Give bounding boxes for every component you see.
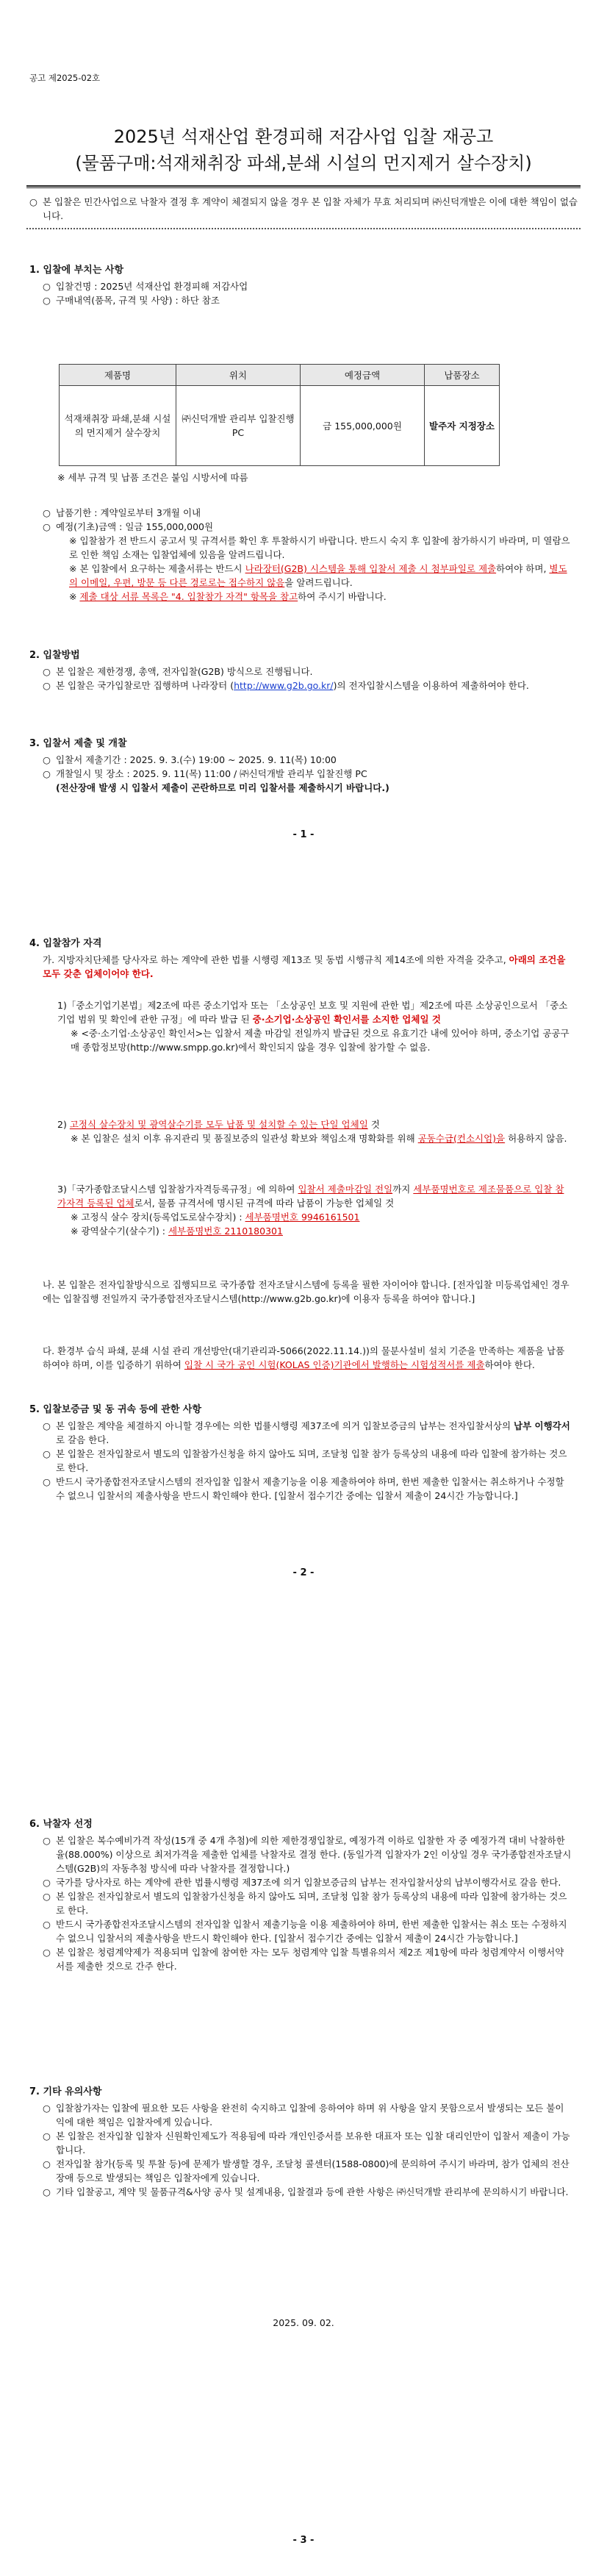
section-2-heading: 2. 입찰방법	[29, 650, 80, 661]
title-divider	[26, 185, 581, 187]
list-item: ○ 본 입찰은 복수예비가격 작성(15개 중 4개 추첨)에 의한 제한경쟁입찰로, 예정가격 이하로 입찰한 자 중 예정가격 대비 낙찰하한율(88.000%) 이상으로 최저가격을 제출한 업체를 낙찰자로 결정 한다. (동일가격 입찰자가 2인 이상일 경우 국가종합전자조달시스템(G2B)의 자동추첨 방식에 따라 낙찰자를 결정합니다.)	[43, 1835, 572, 1874]
section-1-items-2	[43, 506, 572, 604]
list-item: ○ 본 입찰은 국가입찰로만 집행하며 나라장터 (http://www.g2b.go.kr/)의 전자입찰시스템을 이용하여 제출하여야 한다.	[43, 680, 529, 691]
section-3-heading: 3. 입찰서 제출 및 개찰	[29, 738, 127, 749]
section-5-items	[43, 1419, 572, 1503]
list-item: ○ 본 입찰은 제한경쟁, 총액, 전자입찰(G2B) 방식으로 진행됩니다.	[43, 666, 313, 677]
section-6-items	[43, 1833, 572, 1973]
page-number: - 2 -	[292, 1567, 315, 1578]
condition-3: 3)「국가종합조달시스템 입찰참가자격등록규정」에 의하여 입찰서 제출마감일 전일까지 세부품명번호로 제조물품으로 입찰 참가자격 등록된 업체로서, 물품 규격서에 명시된 규격에 따라 납품이 가능한 업체일 것 ※ 고정식 살수 장치(등록업도로살수장치) : 세부품명번호 9946161501 ※ 광역살수기(살수기) : 세부품명번호 2110180301	[57, 1182, 572, 1238]
spec-note: ※ 세부 규격 및 납품 조건은 붙임 시방서에 따름	[57, 472, 248, 483]
list-item: ○ 전자입찰 참가(등록 및 투찰 등)에 문제가 발생할 경우, 조달청 콜센터(1588-0800)에 문의하여 주시기 바라며, 참가 업체의 전산장애 등으로 발생되는 책임은 입찰자에게 있습니다.	[43, 2158, 570, 2183]
section-1-heading: 1. 입찰에 부치는 사항	[29, 265, 124, 276]
list-item: ○ 입찰건명 : 2025년 석재산업 환경피해 저감사업	[43, 281, 248, 292]
page-number: - 3 -	[292, 2535, 315, 2546]
section-7-items	[43, 2101, 572, 2199]
condition-1: 1)「중소기업기본법」제2조에 따른 중소기업자 또는 「소상공인 보호 및 지원에 관한 법」제2조에 따른 소상공인으로서 「중소기업 범위 및 확인에 관한 규정」에 따라 발급 된 중·소기업·소상공인 확인서를 소지한 업체일 것 ※ <중·소기업·소상공인 확인서>는 입찰서 제출 마감일 전일까지 발급된 것으로 유효기간 내에 있어야 하며, 중소기업 공공구매 종합정보망(http://www.smpp.go.kr)에서 확인되지 않을 경우 입찰에 참가할 수 없음.	[57, 998, 572, 1054]
table-header: 제품명	[60, 365, 176, 386]
list-item: ○ 본 입찰은 전자입찰로서 별도의 입찰참가신청을 하지 않아도 되며, 조달청 입찰 참가 등록상의 내용에 따라 입찰에 참가하는 것으로 한다.	[43, 1891, 567, 1916]
list-item: ○ 본 입찰은 계약을 체결하지 아니할 경우에는 의한 법률시행령 제37조에 의거 입찰보증금의 납부는 전자입찰서상의 납부 이행각서로 갈음 한다.	[43, 1420, 570, 1445]
section-4-na: 나. 본 입찰은 전자입찰방식으로 집행되므로 국가종합 전자조달시스템에 등록을 필한 자이어야 합니다. [전자입찰 미등록업체인 경우에는 입찰집행 전일까지 국가종합전자조달시스템(http://www.g2b.go.kr)에 이용자 등록을 하여야 합니다.]	[43, 1279, 570, 1304]
page-number: - 1 -	[292, 829, 315, 840]
section-7-heading: 7. 기타 유의사항	[29, 2086, 102, 2097]
table-header-row	[60, 365, 500, 386]
section-4-da: 다. 환경부 습식 파쇄, 분쇄 시설 관리 개선방안(대기관리과-5066(2022.11.14.))의 물분사설비 설치 기준을 만족하는 제품을 납품하여야 하며, 이를 입증하기 위하여 입찰 시 국가 공인 시험(KOLAS 인증)기관에서 발행하는 시험성적서를 제출하여야 한다.	[43, 1345, 565, 1370]
section-4-ga: 가. 지방자치단체를 당사자로 하는 계약에 관한 법률 시행령 제13조 및 동법 시행규칙 제14조에 의한 자격을 갖추고, 아래의 조건을 모두 갖춘 업체이어야 한다.	[43, 954, 566, 979]
note-item: ※ 고정식 살수 장치(등록업도로살수장치) : 세부품명번호 9946161501	[71, 1212, 360, 1223]
list-item: ○ 입찰참가자는 입찰에 필요한 모든 사항을 완전히 숙지하고 입찰에 응하여야 하며 위 사항을 알지 못함으로서 발생되는 모든 불이익에 대한 책임은 입찰자에게 있습니다.	[43, 2103, 564, 2128]
list-item: ○ 반드시 국가종합전자조달시스템의 전자입찰 입찰서 제출기능을 이용 제출하여야 하며, 한번 제출한 입찰서는 취소하거나 수정할 수 없으니 입찰서의 제출사항을 반드시 확인해야 한다. [입찰서 접수기간 중에는 입찰서 제출이 24시간 가능합니다.]	[43, 1476, 564, 1501]
list-item: ○ 반드시 국가종합전자조달시스템의 전자입찰 입찰서 제출기능을 이용 제출하여야 하며, 한번 제출한 입찰서는 취소 또는 수정하지 수 없으니 입찰서의 제출사항을 반드시 확인해야 한다. [입찰서 접수기간 중에는 입찰서 제출이 24시간 가능합니다.]	[43, 1919, 567, 1944]
note-item: ※ 제출 대상 서류 목록은 "4. 입찰참가 자격" 항목을 참고하여 주시기 바랍니다.	[69, 591, 387, 602]
title-line-2: (물품구매:석재채취장 파쇄,분쇄 시설의 먼지제거 살수장치)	[75, 153, 532, 173]
dotted-divider	[26, 228, 581, 229]
section-1-items	[43, 279, 572, 307]
table-header: 납품장소	[425, 365, 500, 386]
list-item: ○ 입찰서 제출기간 : 2025. 9. 3.(수) 19:00 ~ 2025. 9. 11(목) 10:00	[43, 754, 337, 765]
title-line-1: 2025년 석재산업 환경피해 저감사업 입찰 재공고	[113, 126, 494, 147]
note-item: ※ 광역살수기(살수기) : 세부품명번호 2110180301	[71, 1226, 283, 1237]
section-5-heading: 5. 입찰보증금 및 동 귀속 등에 관한 사항	[29, 1404, 202, 1415]
notice-date: 2025. 09. 02.	[273, 2317, 334, 2328]
list-item: ○ 납품기한 : 계약일로부터 3개월 이내	[43, 507, 201, 518]
section-6-heading: 6. 낙찰자 선정	[29, 1819, 93, 1830]
list-item: ○ 본 입찰은 전자입찰로서 별도의 입찰참가신청을 하지 않아도 되며, 조달청 입찰 참가 등록상의 내용에 따라 입찰에 참가하는 것으로 한다.	[43, 1448, 567, 1473]
list-item: (전산장애 발생 시 입찰서 제출이 곤란하므로 미리 입찰서를 제출하시기 바랍니다.)	[56, 782, 389, 793]
title-divider-thin	[26, 187, 581, 188]
list-item: ○ 개찰일시 및 장소 : 2025. 9. 11(목) 11:00 / ㈜신덕개발 관리부 입찰진행 PC	[43, 768, 367, 779]
spec-table	[59, 364, 500, 466]
list-item: ○ 국가를 당사자로 하는 계약에 관한 법률시행령 제37조에 의거 입찰보증금의 납부는 전자입찰서상의 납부이행각서로 갈음 한다.	[43, 1877, 561, 1888]
note-item: ※ 입찰참가 전 반드시 공고서 및 규격서를 확인 후 투찰하시기 바랍니다. 반드시 숙지 후 입찰에 참가하시기 바라며, 미 열람으로 인한 책임 소재는 입찰업체에 있음을 알려드립니다.	[69, 535, 570, 560]
table-cell: 발주자 지정장소	[425, 386, 500, 466]
note-item: ※ 본 입찰에서 요구하는 제출서류는 반드시 나라장터(G2B) 시스템을 통해 입찰서 제출 시 첨부파일로 제출하여야 하며, 별도의 이메일, 우편, 방문 등 다른 경로로는 접수하지 않음을 알려드립니다.	[69, 563, 567, 588]
note-item: ※ <중·소기업·소상공인 확인서>는 입찰서 제출 마감일 전일까지 발급된 것으로 유효기간 내에 있어야 하며, 중소기업 공공구매 종합정보망(http://www.smpp.go.kr)에서 확인되지 않을 경우 입찰에 참가할 수 없음.	[71, 1028, 570, 1053]
rejection-rule: 별도의 이메일, 우편, 방문 등 다른 경로로는 접수하지 않음	[69, 563, 567, 588]
list-item: ○ 본 입찰은 전자입찰 입찰자 신원확인제도가 적용됨에 따라 개인인증서를 보유한 대표자 또는 입찰 대리인만이 입찰서 제출이 가능합니다.	[43, 2130, 570, 2155]
notice-number: 공고 제2025-02호	[29, 73, 101, 83]
table-cell: 금 155,000,000원	[301, 386, 425, 466]
list-item: ○ 기타 입찰공고, 계약 및 물품규격&사양 공사 및 설계내용, 입찰결과 등에 관한 사항은 ㈜신덕개발 관리부에 문의하시기 바랍니다.	[43, 2186, 569, 2197]
g2b-link[interactable]: http://www.g2b.go.kr/	[234, 680, 334, 691]
table-header: 위치	[176, 365, 301, 386]
circle-marker: ○	[29, 196, 37, 207]
note-item: ※ 본 입찰은 설치 이후 유지관리 및 품질보증의 일관성 확보와 책임소재 명확화를 위해 공동수급(컨소시엄)을 허용하지 않음.	[71, 1133, 567, 1144]
table-row	[60, 386, 500, 466]
page-3	[0, 1717, 607, 2576]
submission-rule: 나라장터(G2B) 시스템을 통해 입찰서 제출 시 첨부파일로 제출	[245, 563, 497, 574]
list-item: ○ 구매내역(품목, 규격 및 사양) : 하단 참조	[43, 295, 220, 306]
section-3-items	[43, 753, 572, 795]
page-title	[0, 124, 607, 176]
list-item: ○ 예정(기초)금액 : 일금 155,000,000원	[43, 521, 214, 532]
intro-notice: ○ 본 입찰은 민간사업으로 낙찰자 결정 후 계약이 체결되지 않을 경우 본 입찰 자체가 무효 처리되며 ㈜신덕개발은 이에 대한 책임이 없습니다.	[29, 196, 578, 221]
list-item: ○ 본 입찰은 청렴계약제가 적용되며 입찰에 참여한 자는 모두 청렴계약 입찰 특별유의서 제2조 제1항에 따라 청렴계약서 이행서약서를 제출한 것으로 간주 한다.	[43, 1947, 564, 1972]
page-1	[0, 0, 607, 859]
table-cell: 석재채취장 파쇄,분쇄 시설의 먼지제거 살수장치	[60, 386, 176, 466]
section-2-items	[43, 665, 572, 693]
table-header: 예정금액	[301, 365, 425, 386]
page-2	[0, 859, 607, 1717]
section-4-heading: 4. 입찰참가 자격	[29, 938, 102, 949]
table-cell: ㈜신덕개발 관리부 입찰진행 PC	[176, 386, 301, 466]
condition-2: 2) 고정식 살수장치 및 광역살수기를 모두 납품 및 설치할 수 있는 단일 업체일 것 ※ 본 입찰은 설치 이후 유지관리 및 품질보증의 일관성 확보와 책임소재 명확화를 위해 공동수급(컨소시엄)을 허용하지 않음.	[57, 1117, 572, 1145]
